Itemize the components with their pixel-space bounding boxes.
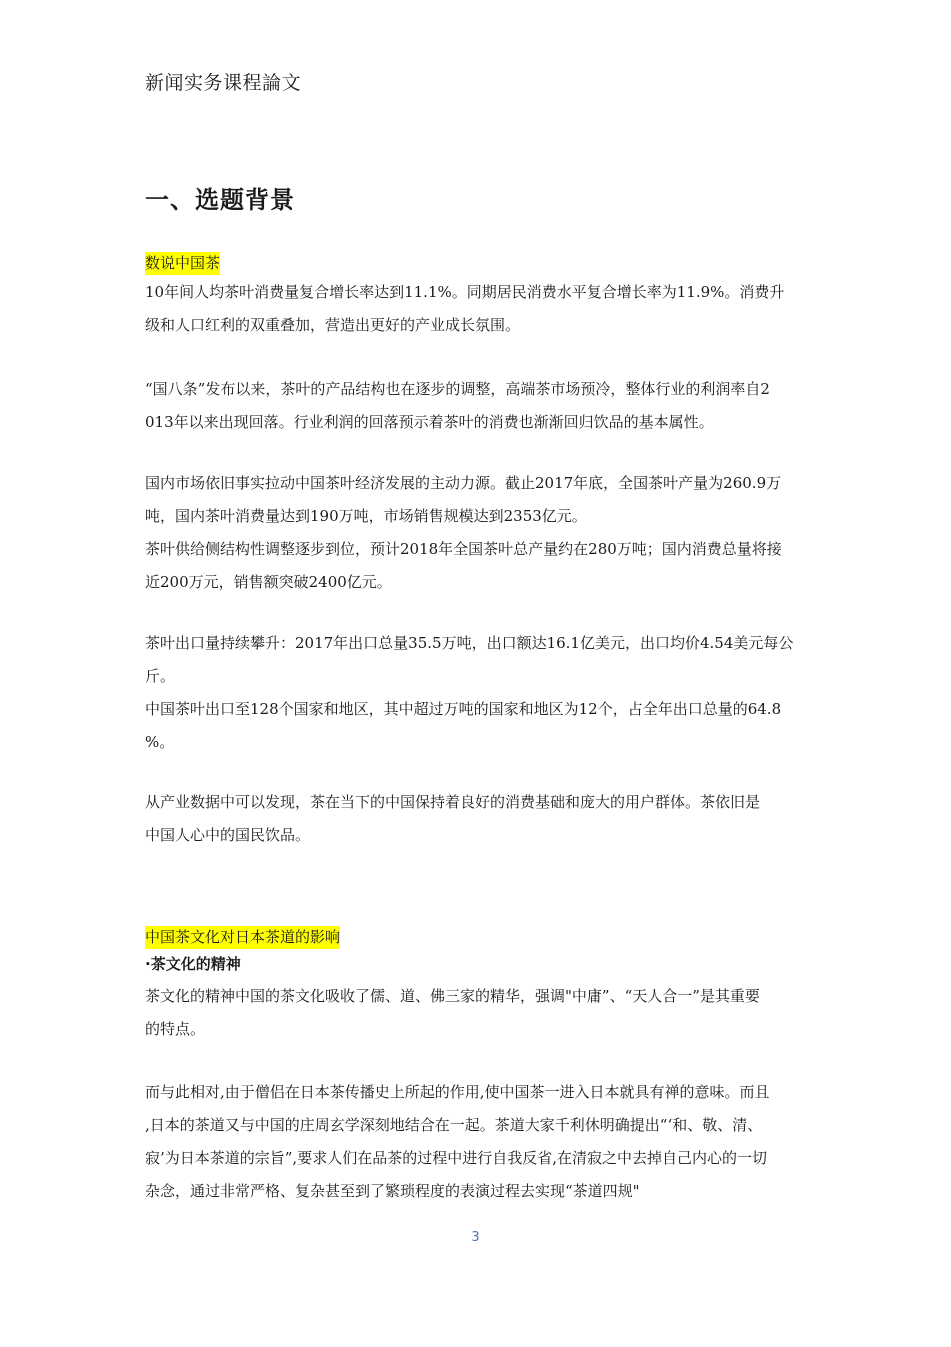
text-line: 寂’为日本茶道的宗旨”,要求人们在品茶的过程中进行自我反省,在清寂之中去掉自己内心的一切	[145, 1149, 767, 1167]
paragraph-eight-rules	[145, 373, 810, 439]
highlight-japan-tea: 中国茶文化对日本茶道的影响	[145, 926, 340, 949]
paragraph-tea-spirit	[145, 980, 810, 1046]
text-line: 从产业数据中可以发现，茶在当下的中国保持着良好的消费基础和庞大的用户群体。茶依旧是	[145, 793, 761, 811]
text-line: ,日本的茶道又与中国的庄周玄学深刻地结合在一起。茶道大家千利休明确提出“‘和、敬、清、	[145, 1116, 763, 1134]
text-line: 茶叶出口量持续攀升：2017年出口总量35.5万吨，出口额达16.1亿美元，出口均价4.54美元每公	[145, 634, 794, 652]
text-line: 杂念，通过非常严格、复杂甚至到了繁琐程度的表演过程去实现“茶道四规"	[145, 1182, 640, 1200]
paragraph-zen-influence	[145, 1076, 810, 1208]
text-line: 茶文化的精神中国的茶文化吸收了儒、道、佛三家的精华，强调"中庸”、“天人合一”是其重要	[145, 987, 760, 1005]
text-line: 013年以来出现回落。行业利润的回落预示着茶叶的消费也渐渐回归饮品的基本属性。	[145, 413, 714, 431]
text-line: 茶叶供给侧结构性调整逐步到位，预计2018年全国茶叶总产量约在280万吨；国内消费总量将接	[145, 540, 782, 558]
page-number: 3	[471, 1230, 480, 1245]
text-line: “国八条”发布以来，茶叶的产品结构也在逐步的调整，高端茶市场预冷，整体行业的利润率自2	[145, 380, 770, 398]
text-line: 中国茶叶出口至128个国家和地区，其中超过万吨的国家和地区为12个，占全年出口总量的64.8	[145, 700, 782, 718]
subheading-tea-spirit: ·茶文化的精神	[145, 955, 241, 973]
highlight-tea-data: 数说中国茶	[145, 252, 220, 275]
text-line: %。	[145, 733, 175, 751]
paragraph-domestic-market	[145, 467, 810, 599]
section-heading: 一、选题背景	[145, 186, 295, 214]
text-line: 近200万元，销售额突破2400亿元。	[145, 573, 392, 591]
paragraph-conclusion	[145, 786, 810, 852]
text-line: 国内市场依旧事实拉动中国茶叶经济发展的主动力源。截止2017年底，全国茶叶产量为260.9万	[145, 474, 782, 492]
paragraph-exports	[145, 627, 810, 759]
text-line: 10年间人均茶叶消费量复合增长率达到11.1%。同期居民消费水平复合增长率为11.9%。消费升	[145, 283, 785, 301]
text-line: 吨，国内茶叶消费量达到190万吨，市场销售规模达到2353亿元。	[145, 507, 587, 525]
text-line: 而与此相对,由于僧侣在日本茶传播史上所起的作用,使中国茶一进入日本就具有禅的意味。而且	[145, 1083, 770, 1101]
page-header: 新闻实务课程論文	[145, 72, 302, 94]
text-line: 的特点。	[145, 1020, 206, 1038]
text-line: 级和人口红利的双重叠加，营造出更好的产业成长氛围。	[145, 316, 521, 334]
paragraph-consumption-growth	[145, 276, 810, 342]
text-line: 斤。	[145, 667, 176, 685]
text-line: 中国人心中的国民饮品。	[145, 826, 311, 844]
